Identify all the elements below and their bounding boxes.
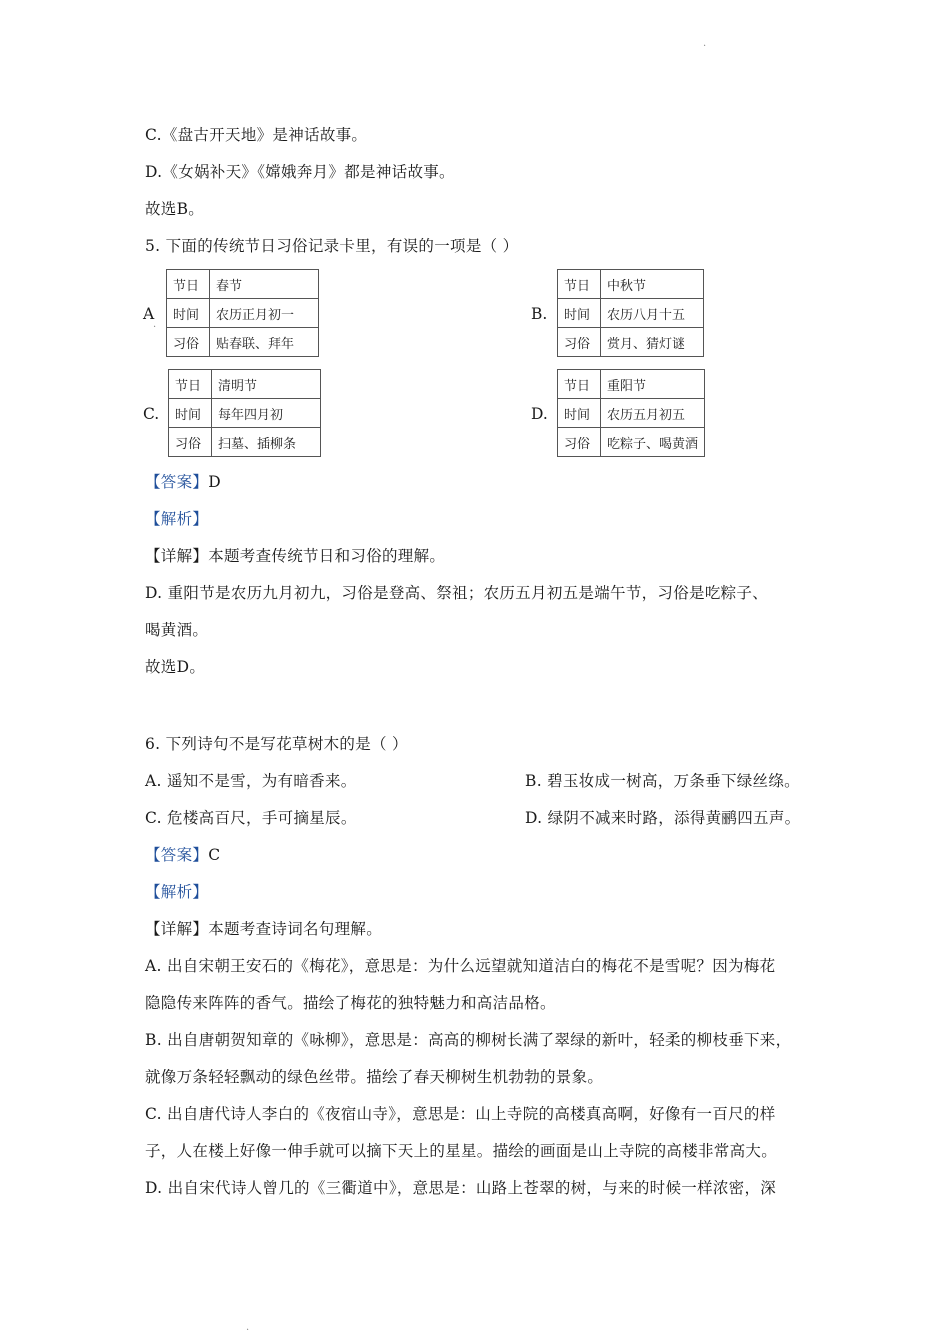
card-cell: 节日: [167, 270, 210, 299]
card-cell: 习俗: [167, 328, 210, 357]
q5-option-d-card: [557, 369, 705, 457]
q6-option-d: D. 绿阴不减来时路，添得黄鹂四五声。: [525, 809, 801, 827]
answer-tag: 【答案】: [145, 473, 209, 491]
q5-analysis-line: [145, 508, 208, 530]
prev-conclusion: 故选B。: [145, 200, 205, 218]
q5-option-c-label: C.: [143, 405, 160, 423]
q6-a-line1: A. 出自宋朝王安石的《梅花》，意思是：为什么远望就知道洁白的梅花不是雪呢？因为梅花: [145, 957, 776, 975]
card-cell: 每年四月初: [212, 399, 321, 428]
card-cell: 农历五月初五: [601, 399, 705, 428]
card-cell: 重阳节: [601, 370, 705, 399]
card-cell: 节日: [558, 270, 601, 299]
prev-line-d: D.《女娲补天》《嫦娥奔月》都是神话故事。: [145, 163, 455, 181]
q5-option-a-label: A: [143, 305, 155, 323]
q5-option-d-label: D.: [531, 405, 548, 423]
detail-text: 本题考查传统节日和习俗的理解。: [208, 547, 446, 565]
card-cell: 时间: [167, 299, 210, 328]
card-cell: 时间: [169, 399, 212, 428]
q5-option-c-card: [168, 369, 321, 457]
q5-d-line1: D. 重阳节是农历九月初九，习俗是登高、祭祖；农历五月初五是端午节，习俗是吃粽子、: [145, 584, 769, 602]
q5-detail-line: [145, 545, 445, 567]
q6-c-line2: 子，人在楼上好像一伸手就可以摘下天上的星星。描绘的画面是山上寺院的高楼非常高大。: [145, 1142, 778, 1160]
q6-stem: 6. 下列诗句不是写花草树木的是（ ）: [145, 735, 408, 753]
q5-option-a-card: [166, 269, 319, 357]
analysis-tag: 【解析】: [145, 883, 209, 901]
card-cell: 清明节: [212, 370, 321, 399]
prev-line-c: C.《盘古开天地》是神话故事。: [145, 126, 368, 144]
card-cell: 中秋节: [601, 270, 704, 299]
answer-value: D: [208, 473, 221, 491]
q6-b-line2: 就像万条轻轻飘动的绿色丝带。描绘了春天柳树生机勃勃的景象。: [145, 1068, 604, 1086]
q6-c-line1: C. 出自唐代诗人李白的《夜宿山寺》，意思是：山上寺院的高楼真高啊，好像有一百尺的样: [145, 1105, 776, 1123]
analysis-tag: 【解析】: [145, 510, 209, 528]
q5-answer-line: [145, 471, 221, 493]
card-cell: 贴春联、拜年: [210, 328, 319, 357]
card-cell: 吃粽子、喝黄酒: [601, 428, 705, 457]
answer-tag: 【答案】: [145, 846, 209, 864]
q6-b-line1: B. 出自唐朝贺知章的《咏柳》，意思是：高高的柳树长满了翠绿的新叶，轻柔的柳枝垂下来，: [145, 1031, 792, 1049]
card-cell: 时间: [558, 399, 601, 428]
q5-conclusion: 故选D。: [145, 658, 206, 676]
q5-option-b-label: B.: [531, 305, 548, 323]
answer-value: C: [208, 846, 221, 864]
card-cell: 节日: [558, 370, 601, 399]
card-cell: 节日: [169, 370, 212, 399]
card-cell: 农历八月十五: [601, 299, 704, 328]
card-cell: 时间: [558, 299, 601, 328]
q6-d-line1: D. 出自宋代诗人曾几的《三衢道中》，意思是：山路上苍翠的树，与来的时候一样浓密，深: [145, 1179, 777, 1197]
q6-a-line2: 隐隐传来阵阵的香气。描绘了梅花的独特魅力和高洁品格。: [145, 994, 556, 1012]
detail-tag: 【详解】: [145, 547, 209, 565]
q6-option-b: B. 碧玉妆成一树高，万条垂下绿丝绦。: [525, 772, 800, 790]
footer-dot: .: [246, 1322, 250, 1333]
card-cell: 习俗: [558, 428, 601, 457]
q5-stem: 5. 下面的传统节日习俗记录卡里，有误的一项是（ ）: [145, 237, 519, 255]
detail-text: 本题考查诗词名句理解。: [208, 920, 383, 938]
q6-analysis-line: [145, 881, 208, 903]
card-cell: 习俗: [169, 428, 212, 457]
detail-tag: 【详解】: [145, 920, 209, 938]
q6-option-c: C. 危楼高百尺，手可摘星辰。: [145, 809, 357, 827]
q5-option-a-dot: ·: [153, 322, 157, 333]
card-cell: 赏月、猜灯谜: [601, 328, 704, 357]
q5-option-b-card: [557, 269, 704, 357]
q6-answer-line: [145, 844, 220, 866]
card-cell: 春节: [210, 270, 319, 299]
header-dot: .: [703, 38, 707, 49]
q6-detail-line: [145, 918, 382, 940]
card-cell: 习俗: [558, 328, 601, 357]
card-cell: 扫墓、插柳条: [212, 428, 321, 457]
card-cell: 农历正月初一: [210, 299, 319, 328]
q5-d-line2: 喝黄酒。: [145, 621, 209, 639]
q6-option-a: A. 遥知不是雪，为有暗香来。: [145, 772, 357, 790]
